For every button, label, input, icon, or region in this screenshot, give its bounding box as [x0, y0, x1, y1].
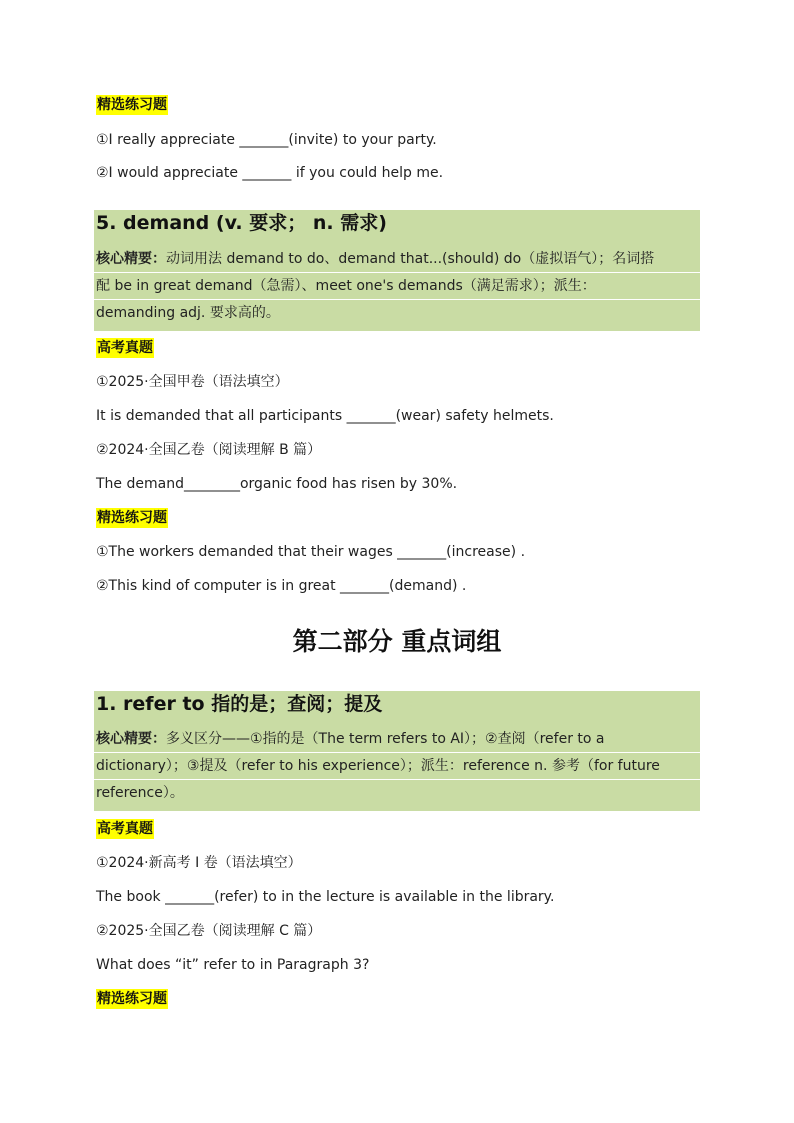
- exam-tag: 高考真题: [97, 340, 153, 356]
- exam-tag: 高考真题: [97, 821, 153, 837]
- core-text-line-1: 多义区分——①指的是（The term refers to AI）；②查阅（refer to a: [166, 731, 605, 747]
- practice-tag: 精选练习题: [97, 510, 167, 526]
- practice-tag: 精选练习题: [97, 991, 167, 1007]
- core-text-line-2: 配 be in great demand（急需）、meet one's demands（满足需求）；派生：: [96, 278, 596, 294]
- practice-question-2: ②I would appreciate _______ if you could help me.: [96, 165, 444, 181]
- vocab-title: 5. demand (v. 要求； n. 需求): [96, 212, 387, 234]
- section-heading: 第二部分 重点词组: [292, 627, 502, 656]
- practice-tag: 精选练习题: [97, 97, 167, 113]
- exam-question-2: What does “it” refer to in Paragraph 3?: [96, 957, 370, 973]
- practice-question-2: ②This kind of computer is in great _______(demand) .: [96, 578, 467, 594]
- core-text-line-3: reference）。: [96, 785, 184, 801]
- core-essence: [96, 726, 698, 806]
- exam-source-2: ②2025·全国乙卷（阅读理解 C 篇）: [96, 923, 322, 939]
- exam-source-2: ②2024·全国乙卷（阅读理解 B 篇）: [96, 442, 322, 458]
- vocab-box-demand: [94, 210, 700, 331]
- core-label: 核心精要：: [96, 251, 166, 267]
- practice-question-1: ①I really appreciate _______(invite) to your party.: [96, 132, 437, 148]
- core-label: 核心精要：: [96, 731, 166, 747]
- core-essence: [96, 246, 698, 326]
- exam-source-1: ①2025·全国甲卷（语法填空）: [96, 374, 289, 390]
- exam-question-1: It is demanded that all participants _______(wear) safety helmets.: [96, 408, 554, 424]
- core-text-line-1: 动词用法 demand to do、demand that...(should) do（虚拟语气）；名词搭: [166, 251, 655, 267]
- core-text-line-3: demanding adj. 要求高的。: [96, 305, 280, 321]
- vocab-box-refer-to: [94, 691, 700, 811]
- practice-question-1: ①The workers demanded that their wages _______(increase) .: [96, 544, 526, 560]
- vocab-title: 1. refer to 指的是；查阅；提及: [96, 693, 383, 715]
- exam-source-1: ①2024·新高考 I 卷（语法填空）: [96, 855, 302, 871]
- core-text-line-2: dictionary）；③提及（refer to his experience）；派生：reference n. 参考（for future: [96, 758, 660, 774]
- exam-question-1: The book _______(refer) to in the lecture is available in the library.: [96, 889, 555, 905]
- exam-question-2: The demand________organic food has risen by 30%.: [96, 476, 458, 492]
